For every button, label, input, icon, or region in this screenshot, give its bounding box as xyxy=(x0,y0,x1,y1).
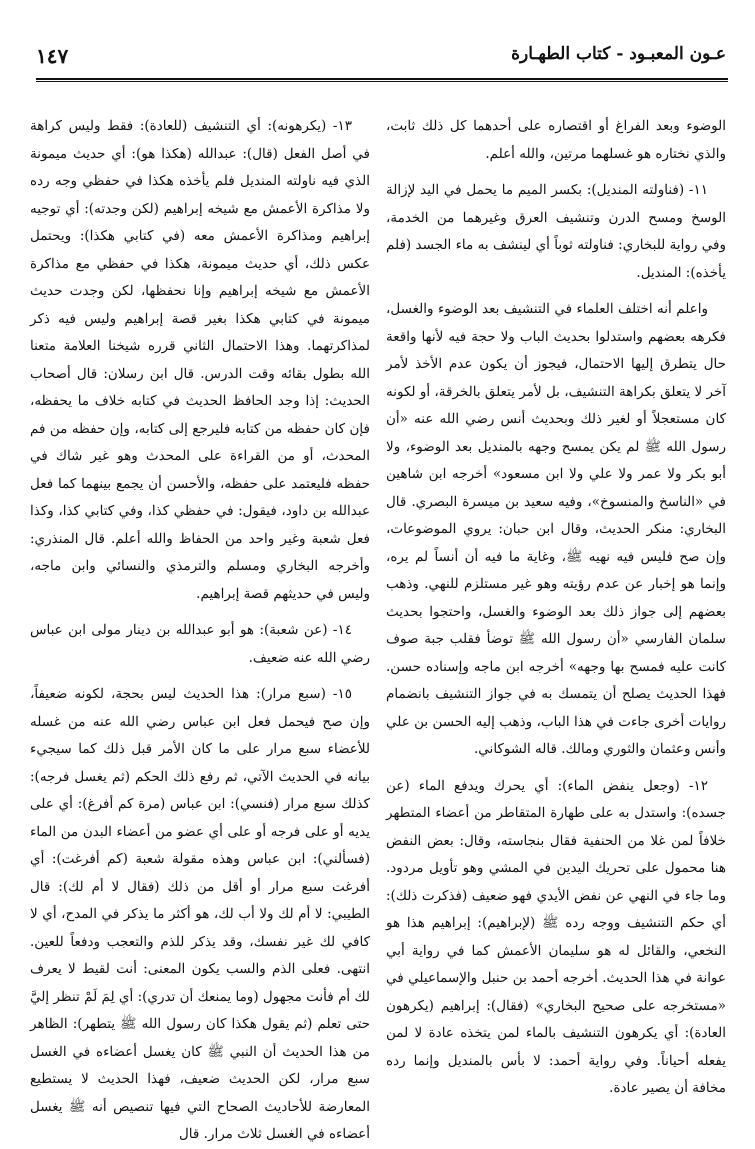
paragraph: ١٥- (سبع مرار): هذا الحديث ليس بحجة، لكونه ضعيفاً، وإن صح فيحمل فعل ابن عباس رضي الله عنه من غسله للأعضاء سبع مرار على ما كان الأمر قبل ذلك كما سيجيء بيانه في الحديث الآتي، ثم رفع ذلك الحكم (ثم يغسل فرجه): كذلك سبع مرار (فنسي): ابن عباس (مرة كم أفرغ): أي على يديه أو على فرجه أو على أي عضو من أعضاء البدن من الماء (فسألني): ابن عباس وهذه مقولة شعبة (كم أفرغت): أي أفرغت سبع مرار أو أقل من ذلك (فقال لا أم لك): قال الطيبي: لا أم لك ولا أب لك، هو أكثر ما يذكر في المدح، أي لا كافي لك غير نفسك، وقد يذكر للذم والتعجب ودفعاً للعين. انتهى. فعلى الذم والسب يكون المعنى: أنت لقيط لا يعرف لك أم فأنت مجهول (وما يمنعك أن تدري): أي لِمَ لَمْ تنظر إليَّ حتى تعلم (ثم يقول هكذا كان رسول الله ﷺ يتطهر): الظاهر من هذا الحديث أن النبي ﷺ كان يغسل أعضاءه في الغسل سبع مرار، لكن الحديث ضعيف، فهذا الحديث لا يستطيع المعارضة للأحاديث الصحاح التي فيها تنصيص أنه ﷺ يغسل أعضاءه في الغسل ثلاث مرار. قال xyxy=(30,686,370,1142)
paragraph: الوضوء وبعد الفراغ أو اقتصاره على أحدهما كل ذلك ثابت، والذي نختاره هو غسلهما مرتين، والله أعلم. xyxy=(386,118,726,162)
right-text-column xyxy=(386,113,726,1096)
running-title: عـون المعبـود - كتاب الطهـارة xyxy=(511,44,726,64)
page-number: ١٤٧ xyxy=(36,44,69,68)
paragraph: ١٣- (يكرهونه): أي التنشيف (للعادة): فقط وليس كراهة في أصل الفعل (قال): عبدالله (هكذا هو): أي حديث ميمونة الذي فيه ناولته المنديل فلم يأخذه هكذا في حفظي وجه رده ولا مذاكرة الأعمش مع شيخه إبراهيم (لكن وجدته): أي توجيه إبراهيم ومذاكرة الأعمش معه (في كتابي هكذا): ويحتمل عكس ذلك، أي حديث ميمونة، هكذا في حفظي مع مذاكرة الأعمش مع شيخه إبراهيم وإنا نحفظها، لكن وجدت حديث ميمونة في كتابي هكذا بغير قصة إبراهيم وليس فيه ذكر لمذاكرتهما. وهذا الاحتمال الثاني قرره شيخنا العلامة متعنا الله بطول بقائه وقت الدرس. قال ابن رسلان: قال أصحاب الحديث: إذا وجد الحافظ الحديث في كتابه خلاف ما يحفظه، فإن كان حفظه من كتابه فليرجع إلى كتابه، وإن حفظه من فم المحدث، أو من القراءة على المحدث وهو غير شاك في حفظه فليعتمد على حفظه، والأحسن أن يجمع بينهما كما فعل عبدالله بن داود، فيقول: في حفظي كذا، وفي كتابي كذا، وكذا فعل شعبة وغير واحد من الحفاظ والله أعلم. قال المنذري: وأخرجه البخاري ومسلم والترمذي والنسائي وابن ماجه، وليس في حديثهم قصة إبراهيم. xyxy=(30,118,370,602)
paragraph: ١٤- (عن شعبة): هو أبو عبدالله بن دينار مولى ابن عباس رضي الله عنه ضعيف. xyxy=(30,622,370,666)
paragraph: ١٢- (وجعل ينفض الماء): أي يحرك ويدفع الماء (عن جسده): واستدل به على طهارة المتقاطر من أعضاء المتطهر خلافاً لمن غلا من الحنفية فقال بنجاسته، وقال: بعض النفض هنا محمول على تحريك اليدين في المشي وهو تأويل مردود. وما جاء في النهي عن نفض الأيدي فهو ضعيف (فذكرت ذلك): أي حكم التنشيف ووجه رده ﷺ (لإبراهيم): إبراهيم هذا هو النخعي، والقائل له هو سليمان الأعمش كما في رواية أبي عوانة في هذا الحديث. أخرجه أحمد بن حنبل والإسماعيلي في «مستخرجه على صحيح البخاري» (فقال): إبراهيم (يكرهون العادة): أي يكرهون التنشيف بالماء لمن يتخذه عادة لا لمن يفعله أحياناً. وفي رواية أحمد: لا بأس بالمنديل وإنما رده مخافة أن يصير عادة. xyxy=(386,777,726,1096)
running-header xyxy=(36,40,726,80)
left-text-column xyxy=(30,113,370,1142)
header-divider xyxy=(36,78,728,82)
paragraph: ١١- (فناولته المنديل): بكسر الميم ما يحمل في اليد لإزالة الوسخ ومسح الدرن وتنشيف العرق وغيرهما من الخدمة، وفي رواية للبخاري: فناولته ثوباً أي لينشف به ماء الجسد (فلم يأخذه): المنديل. xyxy=(386,182,726,281)
paragraph: واعلم أنه اختلف العلماء في التنشيف بعد الوضوء والغسل، فكرهه بعضهم واستدلوا بحديث الباب ولا حجة فيه لأنها واقعة حال يتطرق إليها الاحتمال، فيجوز أن يكون عدم الأخذ لأمر آخر لا يتعلق بكراهة التنشيف، بل لأمر يتعلق بالخرقة، أو لكونه كان مستعجلاً أو لغير ذلك وبحديث أنس رضي الله عنه «أن رسول الله ﷺ لم يكن يمسح وجهه بالمنديل بعد الوضوء، ولا أبو بكر ولا عمر ولا علي ولا ابن مسعود» أخرجه ابن شاهين في «الناسخ والمنسوخ»، وفيه سعيد بن ميسرة البصري. قال البخاري: منكر الحديث، وقال ابن حبان: يروي الموضوعات، وإن صح فليس فيه نهيه ﷺ، وغاية ما فيه أن أنساً لم يره، وإنما هو إخبار عن عدم رؤيته وهو غير مستلزم للنهي. وذهب بعضهم إلى جواز ذلك بعد الوضوء والغسل، واحتجوا بحديث سلمان الفارسي «أن رسول الله ﷺ توضأ فقلب جبة صوف كانت عليه فمسح بها وجهه» أخرجه ابن ماجه وإسناده حسن. فهذا الحديث يصلح أن يتمسك به في جواز التنشيف بانضمام روايات أخرى جاءت في هذا الباب، وذهب إليه الحسن بن علي وأنس وعثمان والثوري ومالك. قاله الشوكاني. xyxy=(386,301,726,757)
